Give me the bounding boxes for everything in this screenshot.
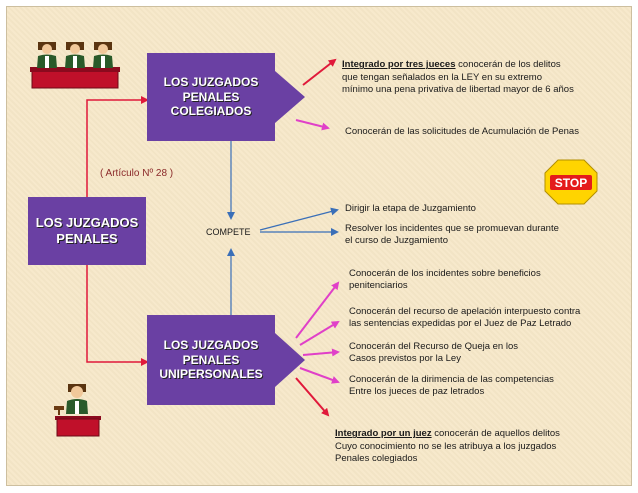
unipersonales-dirimencia-text: Conocerán de la dirimencia de las competencias Entre los jueces de paz letrados — [349, 374, 554, 398]
single-judge-icon — [54, 382, 102, 438]
compete-label: COMPETE — [206, 227, 251, 237]
colegiados-acumulacion-text: Conocerán de las solicitudes de Acumulación de Penas — [345, 126, 579, 137]
unipersonales-integrado-text — [335, 416, 560, 465]
compete-dirigir-text: Dirigir la etapa de Juzgamiento — [345, 203, 476, 214]
compete-resolver-text: Resolver los incidentes que se promuevan durante el curso de Juzgamiento — [345, 223, 559, 247]
connector-main-to-colegiados — [87, 100, 147, 197]
colegiados-integrado-rest: conocerán de los delitos que tengan señalados en la LEY en su extremo mínimo una pena privativa de libertad mayor de 6 años — [342, 59, 574, 96]
stop-sign-text: STOP — [554, 176, 588, 190]
judges-panel-icon — [30, 38, 120, 90]
article-reference: ( Artículo Nº 28 ) — [100, 168, 174, 179]
unipersonales-queja-text: Conocerán del Recurso de Queja en los Casos previstos por la Ley — [349, 341, 518, 365]
connector-unipersonales-queja — [303, 352, 338, 355]
box-juzgados-unipersonales-label: LOS JUZGADOS PENALES UNIPERSONALES — [159, 338, 263, 382]
box-juzgados-colegiados-label: LOS JUZGADOS PENALES COLEGIADOS — [163, 75, 259, 119]
box-juzgados-unipersonales — [147, 315, 307, 405]
unipersonales-apelacion-text: Conocerán del recurso de apelación interpuesto contra las sentencias expedidas por el Juez de Paz Letrado — [349, 306, 581, 330]
box-juzgados-penales — [28, 197, 146, 265]
box-juzgados-colegiados — [147, 53, 307, 141]
connector-colegiados-integrado — [303, 60, 335, 85]
unipersonales-integrado-bold: Integrado por un juez — [335, 428, 432, 440]
colegiados-integrado-text — [342, 47, 574, 96]
stop-sign-icon — [544, 159, 598, 205]
connector-compete-to-dirigir — [260, 210, 337, 230]
unipersonales-integrado-rest: conocerán de aquellos delitos Cuyo conocimiento no se les atribuya a los juzgados Penales colegiados — [335, 428, 560, 465]
colegiados-integrado-bold: Integrado por tres jueces — [342, 59, 456, 71]
unipersonales-beneficios-text: Conocerán de los incidentes sobre beneficios penitenciarios — [349, 268, 541, 292]
box-juzgados-penales-label: LOS JUZGADOS PENALES — [35, 215, 139, 246]
connector-main-to-unipersonales — [87, 265, 147, 362]
